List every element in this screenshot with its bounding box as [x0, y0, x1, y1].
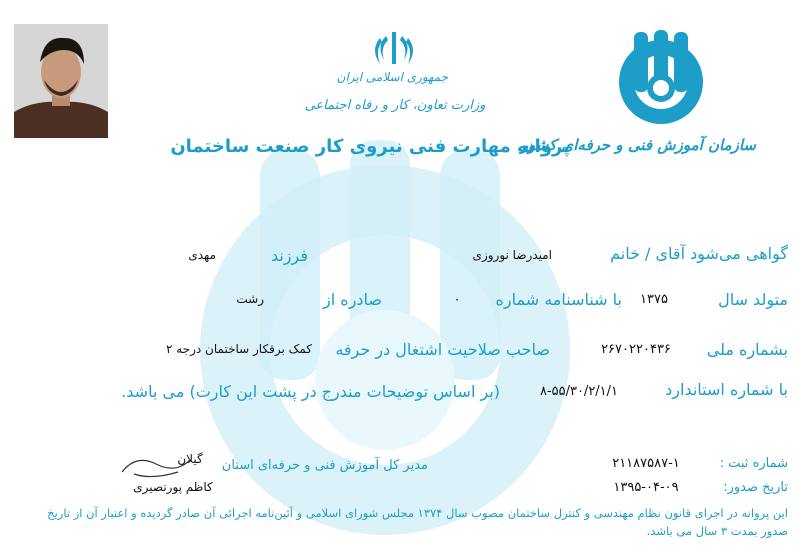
ministry-text: وزارت تعاون، کار و رفاه اجتماعی — [304, 98, 486, 113]
father-value: مهدی — [188, 248, 216, 262]
legal-text: این پروانه در اجرای قانون نظام مهندسی و کنترل ساختمان مصوب سال ۱۳۷۴ مجلس شورای اسلامی و آئین‌نامه اجرائی آن صادر گردیده و اعتبار آن از تاریخ صدور بمدت ۳ سال می باشد. — [47, 506, 788, 538]
date-value: ۱۳۹۵-۰۴-۰۹ — [613, 480, 679, 495]
certify-label: گواهی می‌شود آقای / خانم — [610, 244, 788, 263]
competency-label: صاحب صلاحیت اشتغال در حرفه — [335, 340, 550, 359]
republic-text: جمهوری اسلامی ایران — [336, 70, 448, 84]
issued-label: صادره از — [323, 290, 382, 309]
id-value: ۰ — [453, 292, 461, 306]
reg-label: شماره ثبت : — [719, 456, 788, 471]
applicant-photo — [14, 24, 108, 138]
iran-emblem-icon — [370, 28, 418, 70]
city-value: رشت — [236, 292, 264, 306]
date-label: تاریخ صدور: — [723, 480, 788, 495]
signature — [116, 446, 196, 482]
note-text: (بر اساس توضیحات مندرج در پشت این کارت) می باشد. — [121, 382, 500, 401]
watermark-logo — [150, 120, 620, 550]
year-value: ۱۳۷۵ — [640, 292, 668, 307]
national-value: ۲۶۷۰۲۲۰۴۳۶ — [601, 342, 671, 357]
signer-name: کاظم پورنصیری — [133, 480, 213, 494]
name-value: امیدرضا نوروزی — [472, 248, 552, 262]
tvto-logo-icon — [612, 30, 710, 130]
province-value: گیلان — [177, 452, 203, 466]
national-label: بشماره ملی — [706, 340, 788, 359]
standard-label: با شماره استاندارد — [665, 380, 788, 399]
trade-value: کمک برقکار ساختمان درجه ۲ — [165, 342, 312, 356]
organization-text: سازمان آموزش فنی و حرفه‌ای کشور — [520, 136, 756, 154]
born-label: متولد سال — [718, 290, 788, 309]
id-label: با شناسنامه شماره — [495, 290, 622, 309]
reg-value: ۲۱۱۸۷۵۸۷-۱ — [612, 456, 680, 471]
director-label: مدیر کل آموزش فنی و حرفه‌ای استان — [221, 458, 428, 473]
page-title: پروانه مهارت فنی نیروی کار صنعت ساختمان — [170, 136, 570, 157]
standard-value: ۸-۵۵/۳۰/۲/۱/۱ — [539, 384, 619, 399]
child-label: فرزند — [270, 246, 308, 265]
